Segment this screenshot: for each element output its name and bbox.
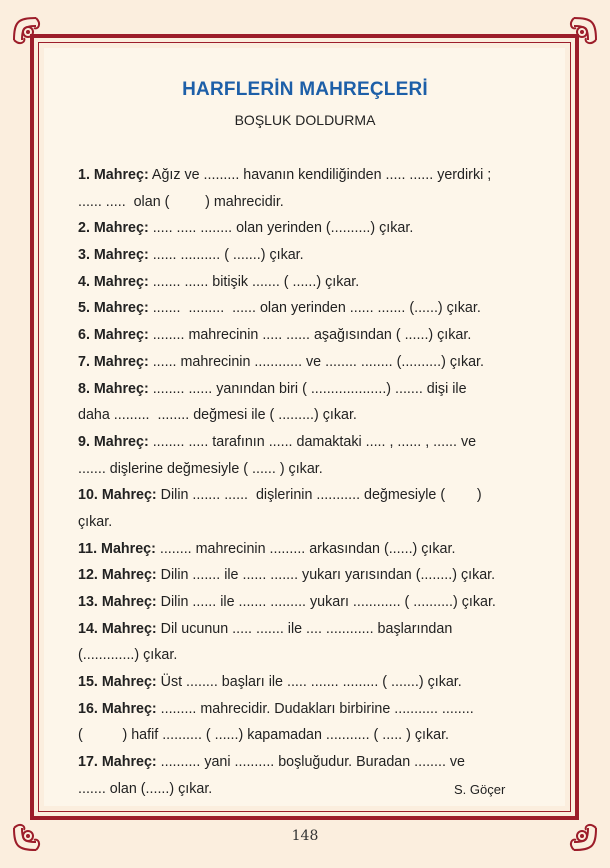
exercise-line	[78, 536, 548, 563]
mahrec-text: Dilin ...... ile ....... ......... yukarı ............ ( ..........) çıkar.	[156, 594, 496, 610]
exercise-line	[78, 215, 548, 242]
exercise-line	[78, 589, 548, 616]
mahrec-text: ....... ......... ...... olan yerinden ...... ....... (......) çıkar.	[148, 300, 481, 317]
exercise-line	[78, 696, 548, 723]
mahrec-text: ....... dişlerine değmesiyle ( ...... ) çıkar.	[78, 460, 323, 477]
exercise-line	[78, 616, 548, 643]
exercise-line	[78, 269, 548, 296]
page-title: HARFLERİN MAHREÇLERİ	[182, 79, 428, 100]
mahrec-text: .......... yani .......... boşluğudur. Buradan ........ ve	[156, 754, 466, 771]
exercise-line	[78, 322, 548, 349]
mahrec-text: çıkar.	[78, 513, 113, 530]
mahrec-text: Dilin ....... ...... dişlerinin ........... değmesiyle ( )	[156, 487, 482, 504]
exercise-line	[78, 242, 548, 269]
mahrec-text: ...... ..... olan ( ) mahrecidir.	[78, 193, 284, 210]
exercise-line	[78, 402, 548, 429]
mahrec-text: ........ ..... tarafının ...... damaktaki ..... , ...... , ...... ve	[148, 433, 477, 450]
mahrec-label: 11. Mahreç:	[78, 540, 156, 557]
mahrec-text: Ağız ve ......... havanın kendiliğinden ..... ...... yerdirki ;	[148, 167, 492, 183]
author-name: S. Göçer	[454, 782, 506, 797]
mahrec-label: 9. Mahreç:	[78, 433, 149, 450]
mahrec-label: 12. Mahreç:	[78, 567, 157, 584]
mahrec-text: (.............) çıkar.	[78, 647, 178, 664]
mahrec-text: ...... .......... ( .......) çıkar.	[148, 247, 304, 264]
exercise-line	[78, 482, 548, 509]
mahrec-text: ........ mahrecinin ......... arkasından (......) çıkar.	[155, 540, 456, 557]
exercise-line	[78, 642, 548, 669]
exercise-line	[78, 562, 548, 589]
exercise-line	[78, 376, 548, 403]
mahrec-text: ..... ..... ........ olan yerinden (..........) çıkar.	[148, 220, 414, 237]
mahrec-label: 13. Mahreç:	[78, 594, 157, 610]
exercise-line	[78, 749, 548, 776]
mahrec-text: Dilin ....... ile ...... ....... yukarı yarısından (........) çıkar.	[156, 567, 496, 584]
mahrec-label: 8. Mahreç:	[78, 380, 149, 397]
page-number: 148	[291, 828, 319, 844]
exercise-list	[78, 162, 548, 803]
mahrec-text: Dil ucunun ..... ....... ile .... ............ başlarından	[156, 620, 453, 637]
exercise-line	[78, 349, 548, 376]
corner-ornament-icon	[546, 12, 602, 68]
exercise-line	[78, 189, 548, 216]
exercise-line	[78, 669, 548, 696]
mahrec-text: ....... olan (......) çıkar.	[78, 780, 213, 797]
mahrec-label: 1. Mahreç:	[78, 167, 149, 183]
exercise-line	[78, 162, 548, 189]
mahrec-text: ( ) hafif .......... ( ......) kapamadan ........... ( ..... ) çıkar.	[78, 727, 450, 744]
mahrec-label: 14. Mahreç:	[78, 620, 157, 637]
mahrec-label: 15. Mahreç:	[78, 674, 157, 691]
mahrec-label: 7. Mahreç:	[78, 353, 149, 370]
mahrec-text: Üst ........ başları ile ..... ....... ......... ( .......) çıkar.	[156, 674, 462, 691]
exercise-line	[78, 509, 548, 536]
exercise-line	[78, 456, 548, 483]
page-subtitle: BOŞLUK DOLDURMA	[234, 112, 376, 128]
mahrec-text: ......... mahrecidir. Dudakları birbirine ........... ........	[156, 700, 474, 717]
mahrec-label: 6. Mahreç:	[78, 327, 149, 344]
mahrec-label: 5. Mahreç:	[78, 300, 149, 317]
mahrec-label: 2. Mahreç:	[78, 220, 149, 237]
mahrec-text: daha ......... ........ değmesi ile ( .........) çıkar.	[78, 407, 357, 424]
exercise-line	[78, 722, 548, 749]
mahrec-text: ....... ...... bitişik ....... ( ......) çıkar.	[148, 273, 360, 290]
mahrec-text: ...... mahrecinin ............ ve ........ ........ (..........) çıkar.	[148, 353, 484, 370]
mahrec-label: 16. Mahreç:	[78, 700, 157, 717]
corner-ornament-icon	[8, 12, 64, 68]
mahrec-label: 17. Mahreç:	[78, 754, 157, 771]
mahrec-text: ........ ...... yanından biri ( ...................) ....... dişi ile	[148, 380, 467, 397]
mahrec-label: 4. Mahreç:	[78, 273, 149, 290]
exercise-line	[78, 429, 548, 456]
mahrec-label: 10. Mahreç:	[78, 487, 157, 504]
exercise-line	[78, 295, 548, 322]
mahrec-label: 3. Mahreç:	[78, 247, 149, 264]
mahrec-text: ........ mahrecinin ..... ...... aşağısından ( ......) çıkar.	[148, 327, 472, 344]
